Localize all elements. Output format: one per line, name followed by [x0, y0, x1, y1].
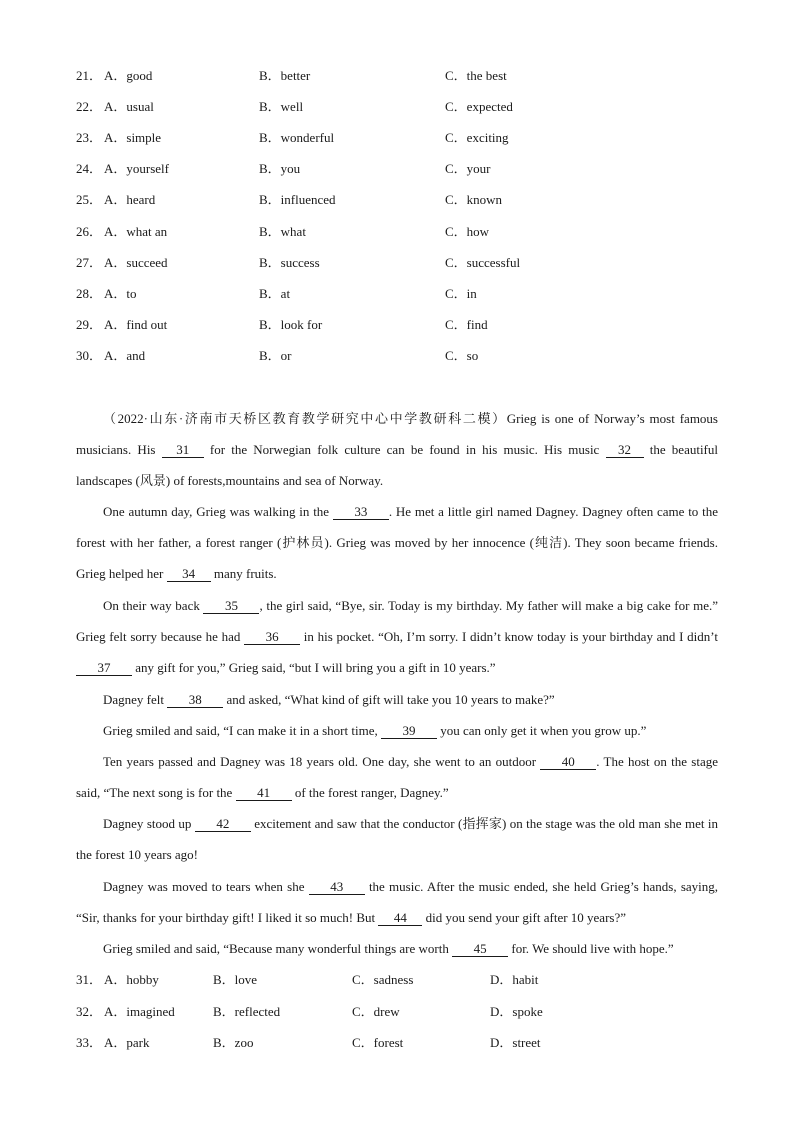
option-c: C．how: [445, 224, 490, 239]
text: of the forest ranger, Dagney.”: [291, 785, 449, 801]
option-a: A．find out: [104, 317, 168, 332]
text: Dagney felt: [103, 692, 168, 707]
option-d: D．spoke: [490, 1004, 543, 1019]
blank-32: 32: [606, 443, 644, 458]
text: many fruits.: [210, 566, 277, 582]
question-number: 25．: [76, 192, 103, 207]
option-a: A．good: [104, 68, 153, 83]
option-b: B．what: [259, 224, 306, 239]
option-b: B．or: [259, 348, 292, 363]
option-b: B．influenced: [259, 192, 336, 207]
blank-40: 40: [540, 755, 596, 770]
passage-paragraph-1: [76, 403, 718, 497]
blank-45: 45: [452, 942, 508, 957]
text: you can only get it when you grow up.”: [436, 723, 647, 738]
text: the beautiful landscapes (风景) of forests,mountains and sea of Norway.: [76, 442, 718, 489]
option-b: B．success: [259, 255, 320, 270]
option-b: B．well: [259, 99, 304, 114]
option-a: A．what an: [104, 224, 168, 239]
blank-43: 43: [309, 880, 365, 895]
question-number: 30．: [76, 348, 103, 363]
option-d: D．habit: [490, 972, 539, 987]
option-c: C．find: [445, 317, 488, 332]
option-c: C．in: [445, 286, 477, 301]
option-c: C．successful: [445, 255, 521, 270]
question-number: 24．: [76, 161, 103, 176]
option-b: B．reflected: [213, 1004, 281, 1019]
option-a: A．hobby: [104, 972, 159, 987]
blank-36: 36: [244, 630, 300, 645]
text: and asked, “What kind of gift will take you 10 years to make?”: [223, 692, 555, 707]
question-number: 33．: [76, 1035, 103, 1050]
text: . He met a little girl named Dagney. Dagney often came to the forest with her father, a forest ranger (护林员). Grieg was moved by her innocence (纯洁). They soon became friends. Grieg helped her: [76, 504, 718, 582]
option-c: C．known: [445, 192, 503, 207]
text: Grieg smiled and said, “I can make it in a short time,: [103, 723, 381, 738]
question-number: 23．: [76, 130, 103, 145]
option-c: C．exciting: [445, 130, 509, 145]
blank-33: 33: [333, 505, 389, 520]
blank-38: 38: [167, 693, 223, 708]
option-a: A．usual: [104, 99, 154, 114]
option-b: B．better: [259, 68, 311, 83]
blank-41: 41: [236, 786, 292, 801]
passage-paragraph-9: [76, 933, 718, 964]
question-number: 31．: [76, 972, 103, 987]
option-a: A．park: [104, 1035, 150, 1050]
option-a: A．imagined: [104, 1004, 175, 1019]
option-a: A．simple: [104, 130, 162, 145]
option-b: B．look for: [259, 317, 323, 332]
option-c: C．forest: [352, 1035, 404, 1050]
passage-paragraph-7: [76, 808, 718, 870]
text: . The host on the stage said, “The next song is for the: [76, 754, 718, 801]
text: in his pocket. “Oh, I’m sorry. I didn’t know today is your birthday and I didn’t: [300, 629, 718, 645]
blank-35: 35: [203, 599, 259, 614]
text: On their way back: [103, 598, 204, 613]
text: for. We should live with hope.”: [508, 941, 674, 956]
option-c: C．the best: [445, 68, 507, 83]
text: for the Norwegian folk culture can be found in his music. His music: [203, 442, 606, 458]
option-b: B．at: [259, 286, 291, 301]
option-c: C．expected: [445, 99, 513, 114]
passage-paragraph-2: [76, 496, 718, 590]
option-a: A．heard: [104, 192, 156, 207]
option-b: B．wonderful: [259, 130, 335, 145]
text: did you send your gift after 10 years?”: [422, 910, 627, 926]
blank-37: 37: [76, 661, 132, 676]
option-d: D．street: [490, 1035, 541, 1050]
blank-31: 31: [162, 443, 204, 458]
text: any gift for you,” Grieg said, “but I will bring you a gift in 10 years.”: [132, 660, 496, 676]
question-number: 29．: [76, 317, 103, 332]
passage-paragraph-3: [76, 590, 718, 684]
question-number: 32．: [76, 1004, 103, 1019]
text: One autumn day, Grieg was walking in the: [103, 504, 333, 519]
question-number: 22．: [76, 99, 103, 114]
option-b: B．zoo: [213, 1035, 254, 1050]
passage-paragraph-6: [76, 746, 718, 808]
text: Dagney was moved to tears when she: [103, 879, 309, 894]
option-a: A．yourself: [104, 161, 169, 176]
option-a: A．succeed: [104, 255, 168, 270]
blank-42: 42: [195, 817, 251, 832]
blank-34: 34: [167, 567, 211, 582]
passage-paragraph-5: [76, 715, 718, 746]
blank-39: 39: [381, 724, 437, 739]
text: the music. After the music ended, she held Grieg’s hands, saying, “Sir, thanks for your birthday gift! I liked it so much! But: [76, 879, 719, 926]
text: excitement and saw that the conductor (指挥家) on the stage was the old man she met in the forest 10 years ago!: [76, 816, 718, 863]
option-c: C．your: [445, 161, 491, 176]
passage-paragraph-8: [76, 871, 718, 933]
option-a: A．and: [104, 348, 146, 363]
text: Grieg smiled and said, “Because many wonderful things are worth: [103, 941, 453, 956]
option-a: A．to: [104, 286, 137, 301]
question-number: 27．: [76, 255, 103, 270]
option-c: C．drew: [352, 1004, 400, 1019]
question-number: 28．: [76, 286, 103, 301]
question-number: 26．: [76, 224, 103, 239]
passage-paragraph-4: [76, 684, 718, 715]
blank-44: 44: [378, 911, 422, 926]
option-b: B．you: [259, 161, 301, 176]
option-b: B．love: [213, 972, 258, 987]
text: Ten years passed and Dagney was 18 years old. One day, she went to an outdoor: [103, 754, 541, 769]
option-c: C．so: [445, 348, 479, 363]
text: Dagney stood up: [103, 816, 195, 831]
question-number: 21．: [76, 68, 103, 83]
text: , the girl said, “Bye, sir. Today is my birthday. My father will make a big cake for me.” Grieg felt sorry because he had: [76, 598, 718, 645]
text: （2022·山东·济南市天桥区教育教学研究中心中学教研科二模）Grieg is one of Norway’s most famous musicians. His: [76, 411, 718, 458]
option-c: C．sadness: [352, 972, 414, 987]
